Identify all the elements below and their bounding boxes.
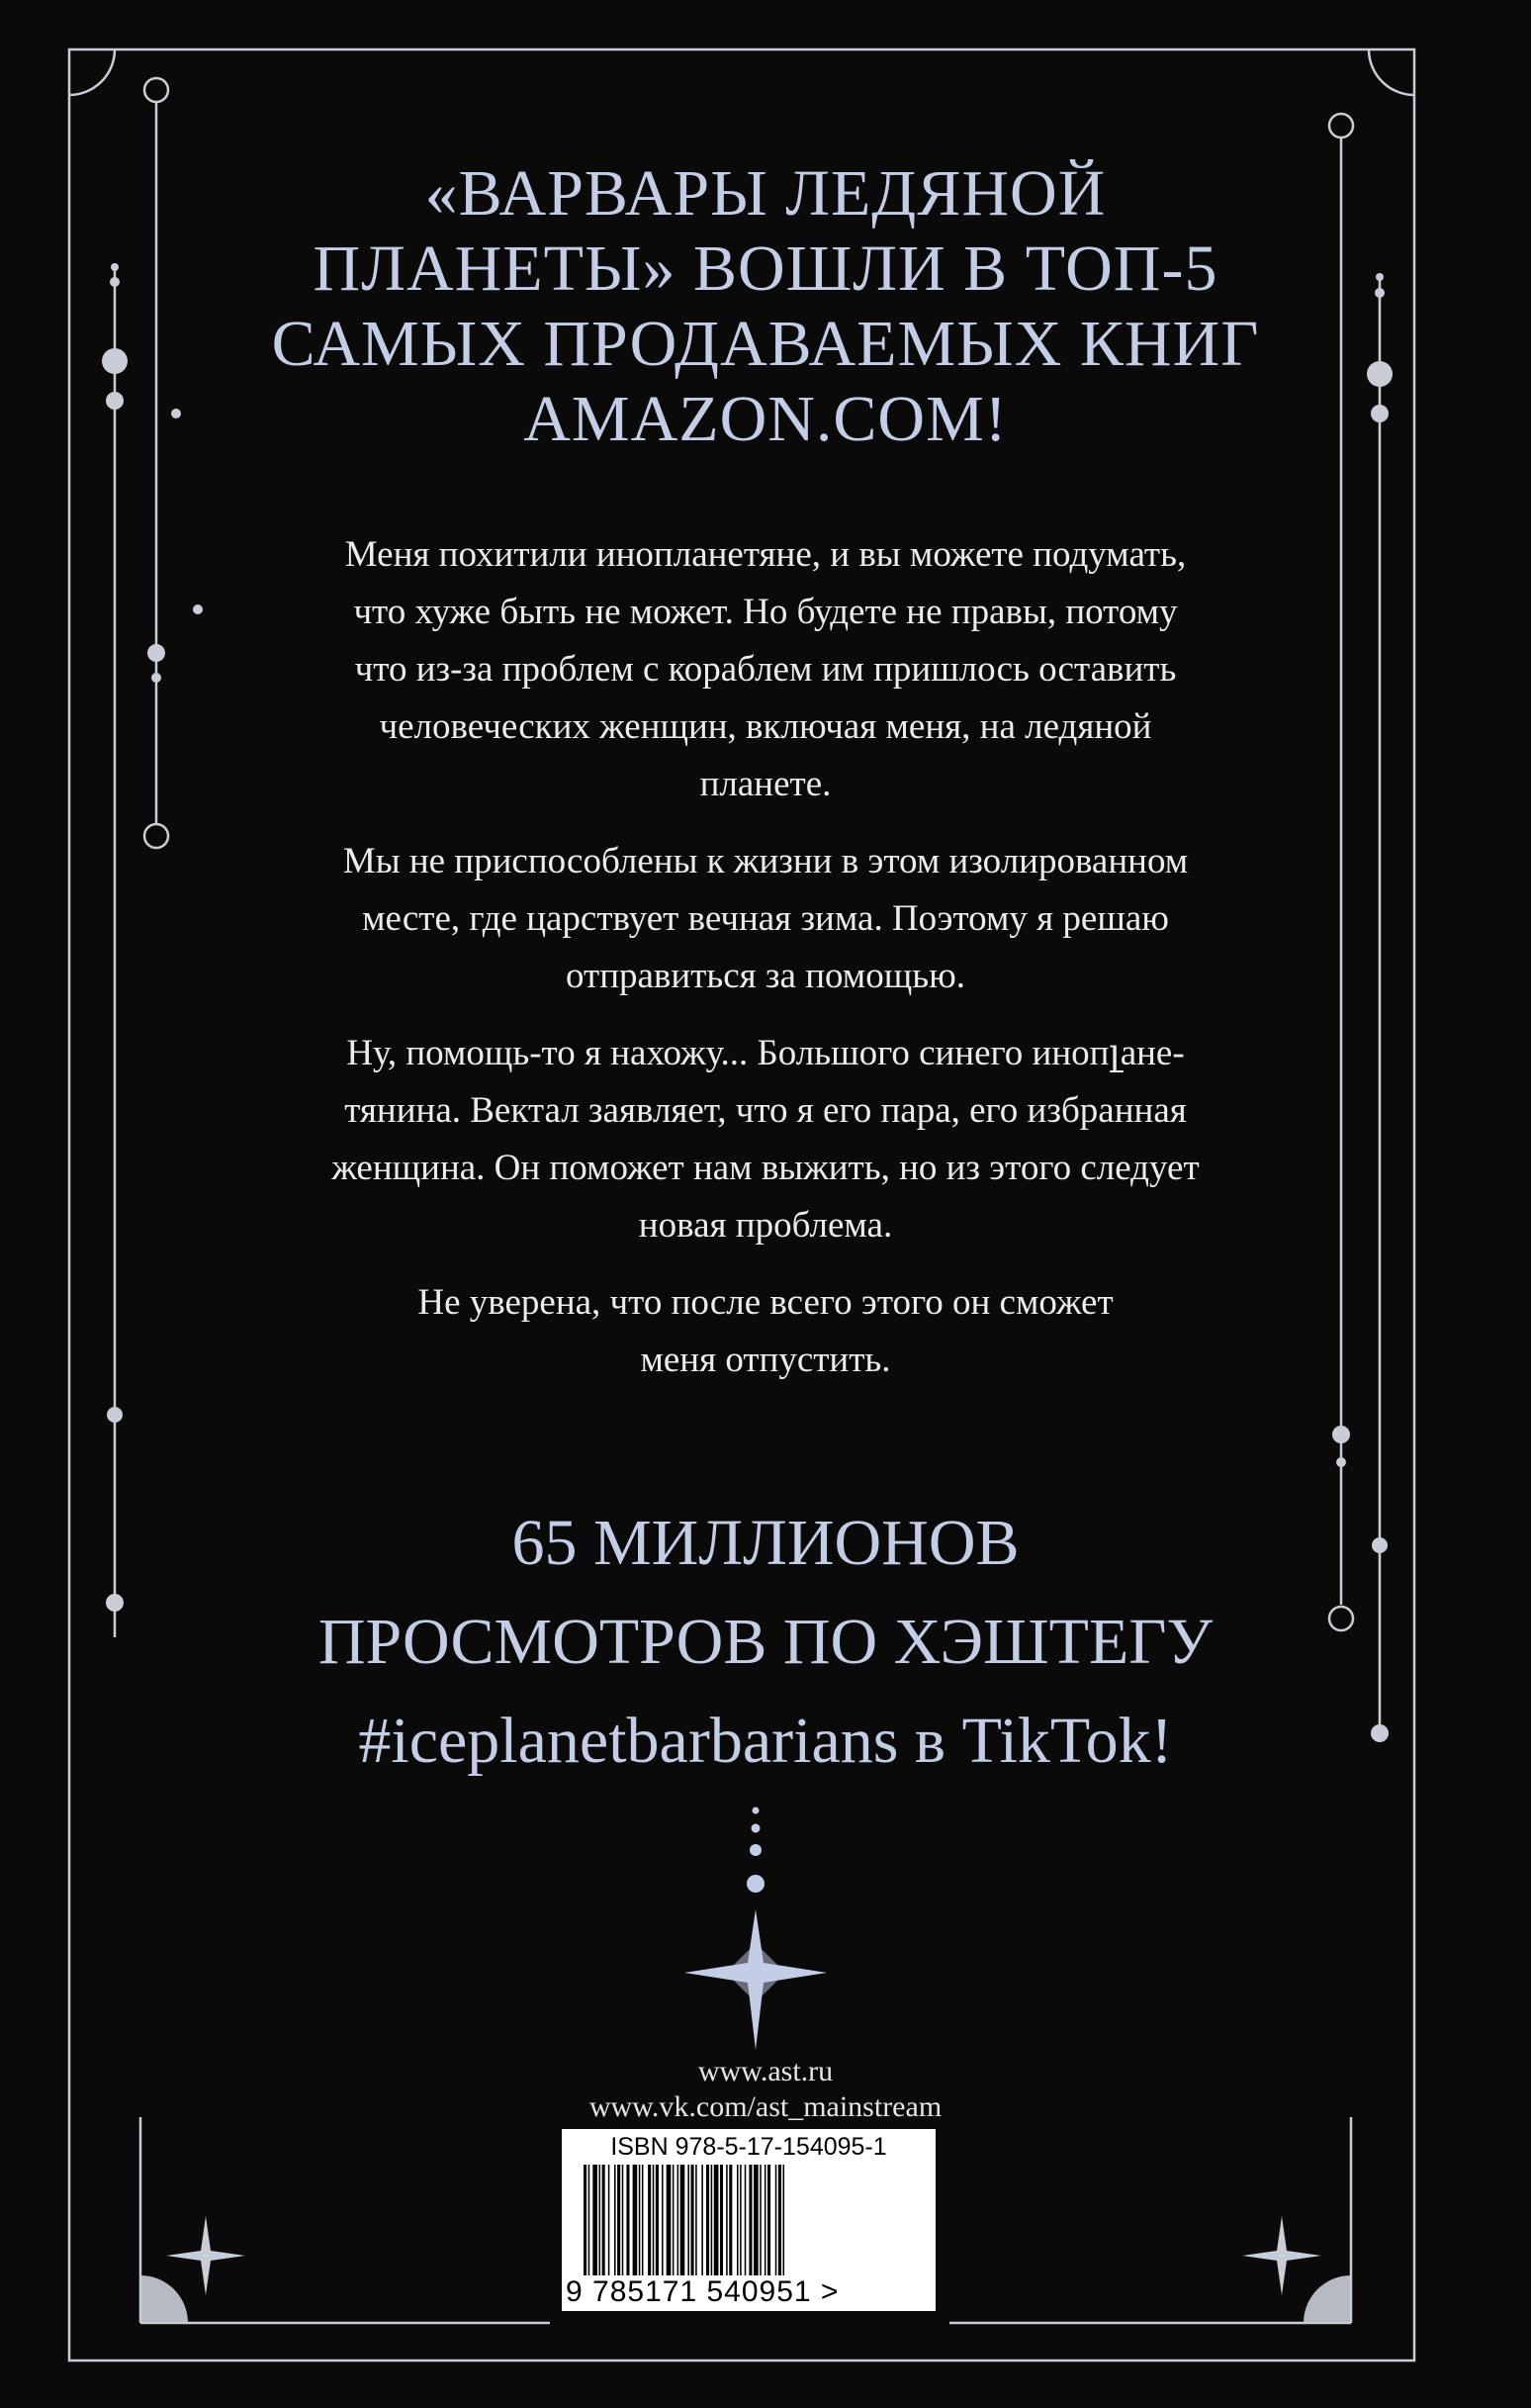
barcode-bar: [760, 2165, 762, 2275]
center-dots: [747, 1807, 765, 1894]
headline-bottom: [168, 1494, 1363, 1791]
barcode-bar: [592, 2165, 597, 2275]
barcode-bar: [729, 2165, 732, 2275]
barcode-bar: [783, 2165, 785, 2275]
blurb-line: тянина. Вектал заявляет, что я его пара, его избранная: [344, 1090, 1187, 1131]
barcode-bar: [706, 2165, 709, 2275]
publisher-site-link[interactable]: www.ast.ru: [697, 2055, 834, 2087]
headline-top-line: ПЛАНЕТЫ» ВОШЛИ В ТОП-5: [313, 232, 1218, 305]
barcode-bar: [745, 2165, 747, 2275]
blurb-line: что хуже быть не может. Но будете не правы, потому: [353, 592, 1178, 632]
headline-top-line: AMAZON.COM!: [523, 383, 1008, 455]
barcode-bar: [639, 2165, 641, 2275]
barcode-bar: [648, 2165, 651, 2275]
headline-top: [168, 156, 1363, 457]
barcode-bar: [778, 2165, 781, 2275]
barcode-bar: [767, 2165, 770, 2275]
isbn-digits: 9 785171 540951 >: [566, 2275, 840, 2308]
publisher-links: [514, 2054, 1017, 2125]
barcode-bar: [614, 2165, 616, 2275]
left-ornament-dots: [102, 263, 203, 1612]
barcode-bar: [714, 2165, 719, 2275]
barcode-bars: [584, 2165, 914, 2275]
barcode-bar: [633, 2165, 638, 2275]
barcode-bar: [691, 2165, 694, 2275]
barcode-bar: [765, 2165, 766, 2275]
isbn-barcode: [562, 2129, 936, 2311]
barcode-bar: [677, 2165, 679, 2275]
left-ornament-lines: [115, 78, 168, 1637]
headline-top-line: САМЫХ ПРОДАВАЕМЫХ КНИГ: [271, 308, 1260, 380]
barcode-bar: [711, 2165, 713, 2275]
headline-top-line: «ВАРВАРЫ ЛЕДЯНОЙ: [424, 157, 1107, 230]
headline-bottom-line: ПРОСМОТРОВ ПО ХЭШТЕГУ: [317, 1606, 1214, 1678]
publisher-vk-link[interactable]: www.vk.com/ast_mainstream: [588, 2090, 943, 2123]
blurb-line: Мы не приспособлены к жизни в этом изолированном: [342, 841, 1189, 881]
barcode-bar: [701, 2165, 703, 2275]
blurb-line: Ну, помощь-то я нахожу... Большого синего инопլане-: [346, 1033, 1185, 1073]
blurb-line: месте, где царствует вечная зима. Поэтому я решаю: [362, 898, 1169, 939]
headline-bottom-line: 65 МИЛЛИОНОВ: [511, 1507, 1020, 1579]
barcode-bar: [642, 2165, 644, 2275]
barcode-bar: [720, 2165, 723, 2275]
barcode-bar: [608, 2165, 610, 2275]
barcode-bar: [673, 2165, 675, 2275]
blurb-line: отправиться за помощью.: [566, 956, 965, 996]
blurb-line: женщина. Он поможет нам выжить, но из этого следует: [331, 1148, 1200, 1188]
blurb-paragraph: [247, 1274, 1284, 1389]
sparkle-left-icon: [166, 2216, 245, 2295]
barcode-bar: [695, 2165, 697, 2275]
barcode-bar: [662, 2165, 664, 2275]
barcode-bar: [726, 2165, 728, 2275]
blurb-line: что из-за проблем с кораблем им пришлось оставить: [354, 649, 1177, 690]
barcode-bar: [775, 2165, 777, 2275]
blurb-line: новая проблема.: [638, 1205, 893, 1246]
isbn-label: ISBN 978-5-17-154095-1: [610, 2133, 887, 2161]
barcode-bar: [680, 2165, 685, 2275]
barcode-bar: [626, 2165, 629, 2275]
barcode-bar: [599, 2165, 601, 2275]
barcode-bar: [749, 2165, 752, 2275]
barcode-bar: [602, 2165, 605, 2275]
frame-corner-arcs: [69, 49, 1414, 95]
blurb-line: Не уверена, что после всего этого он сможет: [417, 1282, 1114, 1323]
blurb-line: меня отпустить.: [640, 1340, 891, 1380]
blurb-paragraph: [247, 526, 1284, 813]
headline-bottom-line: #iceplanetbarbarians в TikTok!: [358, 1705, 1173, 1777]
blurb-text: [247, 526, 1284, 1409]
barcode-bar: [588, 2165, 590, 2275]
blurb-line: планете.: [699, 764, 832, 804]
barcode-bar: [737, 2165, 739, 2275]
sparkle-right-icon: [1242, 2216, 1321, 2295]
barcode-bar: [754, 2165, 759, 2275]
barcode-bar: [656, 2165, 659, 2275]
barcode-bar: [653, 2165, 655, 2275]
blurb-paragraph: [247, 1025, 1284, 1254]
barcode-bar: [687, 2165, 689, 2275]
barcode-bar: [740, 2165, 742, 2275]
blurb-paragraph: [247, 833, 1284, 1005]
blurb-line: человеческих женщин, включая меня, на ледяной: [379, 706, 1152, 747]
barcode-bar: [667, 2165, 672, 2275]
center-star-icon: [684, 1909, 827, 2050]
barcode-bar: [617, 2165, 620, 2275]
barcode-bar: [584, 2165, 586, 2275]
blurb-line: Меня похитили инопланетяне, и вы можете подумать,: [344, 534, 1187, 575]
barcode-bar: [622, 2165, 624, 2275]
